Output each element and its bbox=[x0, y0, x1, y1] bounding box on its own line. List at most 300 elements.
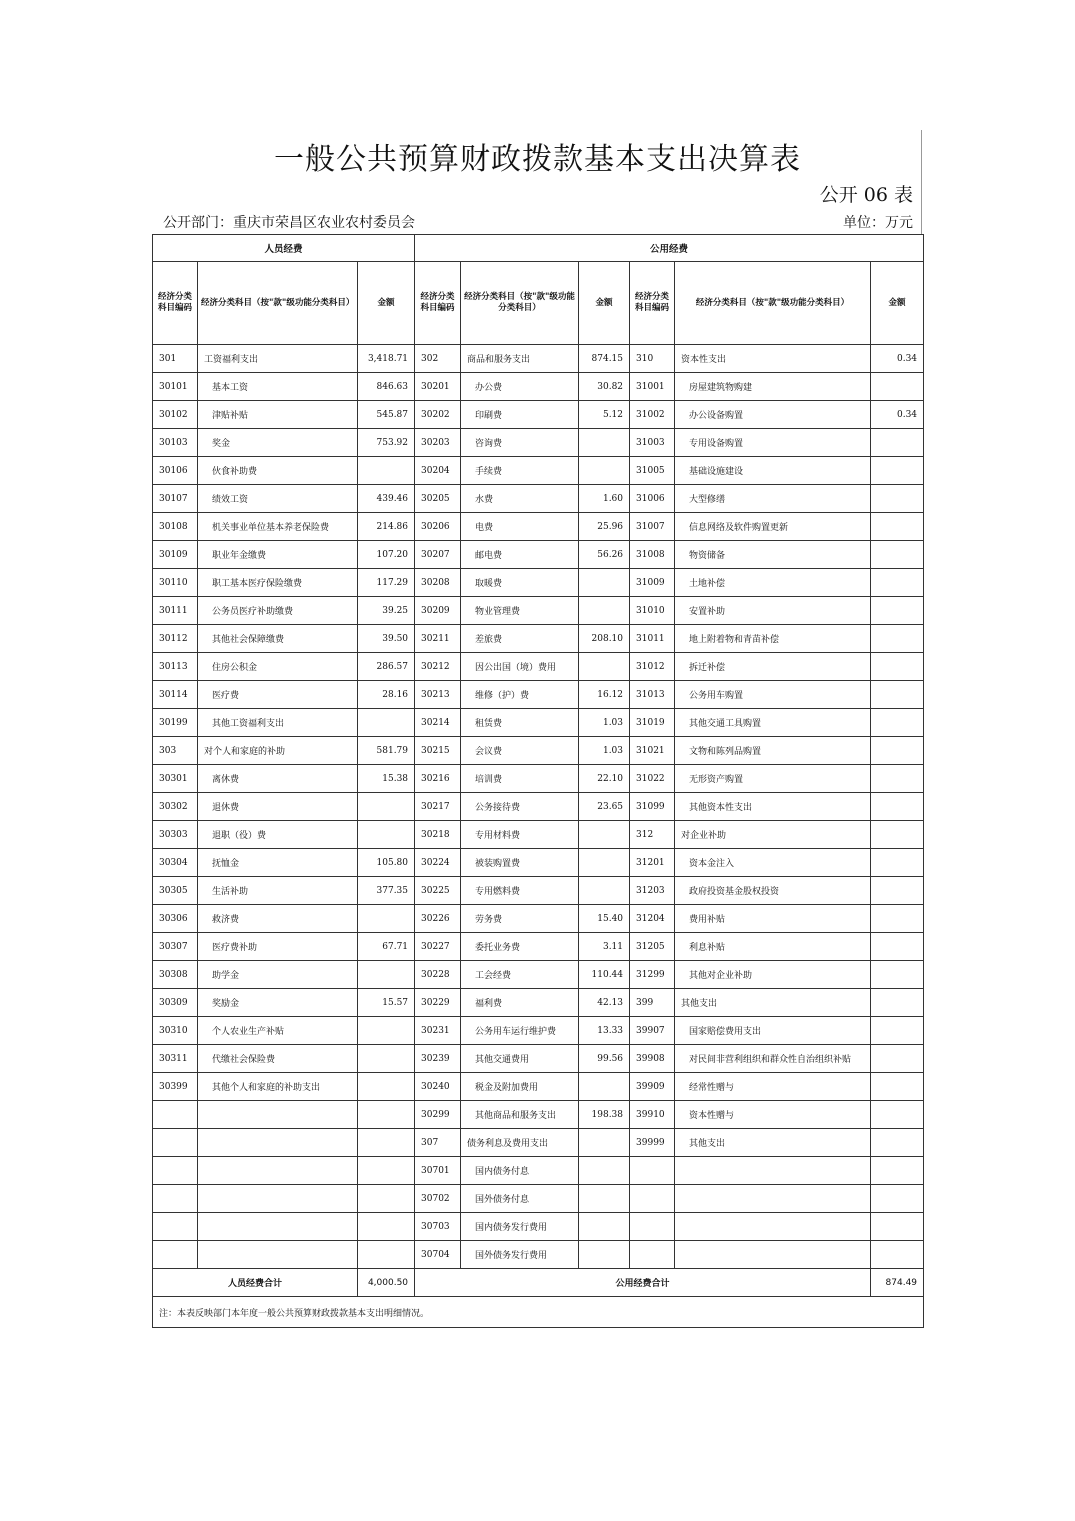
cell-subject-3 bbox=[675, 1157, 871, 1185]
cell-amount-3 bbox=[871, 653, 924, 681]
cell-code-2: 30226 bbox=[415, 905, 461, 933]
cell-code-1: 303 bbox=[153, 737, 198, 765]
cell-subject-3: 信息网络及软件购置更新 bbox=[675, 513, 871, 541]
cell-amount-2: 874.15 bbox=[579, 345, 630, 373]
cell-amount-3 bbox=[871, 1045, 924, 1073]
cell-amount-1 bbox=[358, 1045, 415, 1073]
expenditure-table bbox=[152, 234, 924, 1328]
cell-code-3: 39999 bbox=[630, 1129, 675, 1157]
cell-subject-1: 津贴补贴 bbox=[198, 401, 358, 429]
cell-subject-3: 资本性赠与 bbox=[675, 1101, 871, 1129]
cell-amount-3: 0.34 bbox=[871, 345, 924, 373]
cell-subject-1: 离休费 bbox=[198, 765, 358, 793]
cell-amount-1 bbox=[358, 1185, 415, 1213]
cell-subject-3: 无形资产购置 bbox=[675, 765, 871, 793]
cell-subject-2: 专用材料费 bbox=[461, 821, 579, 849]
cell-code-3: 312 bbox=[630, 821, 675, 849]
cell-code-1 bbox=[153, 1185, 198, 1213]
cell-amount-3 bbox=[871, 1101, 924, 1129]
cell-code-2: 30704 bbox=[415, 1241, 461, 1269]
table-row bbox=[153, 933, 924, 961]
cell-amount-3 bbox=[871, 877, 924, 905]
table-note: 注：本表反映部门本年度一般公共预算财政拨款基本支出明细情况。 bbox=[153, 1297, 924, 1328]
cell-code-2: 307 bbox=[415, 1129, 461, 1157]
cell-code-1: 30102 bbox=[153, 401, 198, 429]
cell-subject-2: 租赁费 bbox=[461, 709, 579, 737]
cell-subject-3 bbox=[675, 1213, 871, 1241]
cell-subject-1: 医疗费 bbox=[198, 681, 358, 709]
cell-code-2: 30240 bbox=[415, 1073, 461, 1101]
cell-subject-3: 对企业补助 bbox=[675, 821, 871, 849]
cell-amount-1: 28.16 bbox=[358, 681, 415, 709]
cell-subject-2: 电费 bbox=[461, 513, 579, 541]
note-row bbox=[153, 1297, 924, 1328]
col-code-3: 经济分类科目编码 bbox=[630, 262, 675, 345]
page-title: 一般公共预算财政拨款基本支出决算表 bbox=[274, 142, 801, 177]
cell-subject-2: 取暖费 bbox=[461, 569, 579, 597]
cell-code-1: 30311 bbox=[153, 1045, 198, 1073]
cell-code-1: 30310 bbox=[153, 1017, 198, 1045]
cell-code-1 bbox=[153, 1157, 198, 1185]
cell-subject-3: 房屋建筑物购建 bbox=[675, 373, 871, 401]
cell-amount-2 bbox=[579, 429, 630, 457]
col-subject-3: 经济分类科目（按"款"级功能分类科目） bbox=[675, 262, 871, 345]
cell-subject-2: 福利费 bbox=[461, 989, 579, 1017]
cell-subject-2: 因公出国（境）费用 bbox=[461, 653, 579, 681]
cell-subject-3: 其他对企业补助 bbox=[675, 961, 871, 989]
cell-code-2: 302 bbox=[415, 345, 461, 373]
cell-code-2: 30225 bbox=[415, 877, 461, 905]
cell-subject-2: 其他交通费用 bbox=[461, 1045, 579, 1073]
cell-subject-1: 伙食补助费 bbox=[198, 457, 358, 485]
cell-subject-1: 抚恤金 bbox=[198, 849, 358, 877]
cell-code-1: 30306 bbox=[153, 905, 198, 933]
cell-code-3: 39909 bbox=[630, 1073, 675, 1101]
cell-subject-3: 利息补贴 bbox=[675, 933, 871, 961]
cell-amount-1: 67.71 bbox=[358, 933, 415, 961]
cell-code-3: 39908 bbox=[630, 1045, 675, 1073]
cell-amount-2: 1.03 bbox=[579, 737, 630, 765]
cell-amount-2: 23.65 bbox=[579, 793, 630, 821]
cell-amount-2 bbox=[579, 1157, 630, 1185]
cell-amount-1 bbox=[358, 1213, 415, 1241]
table-row bbox=[153, 989, 924, 1017]
cell-code-2: 30218 bbox=[415, 821, 461, 849]
cell-amount-1: 15.57 bbox=[358, 989, 415, 1017]
cell-code-2: 30208 bbox=[415, 569, 461, 597]
cell-code-1: 30106 bbox=[153, 457, 198, 485]
col-subject-1: 经济分类科目（按"款"级功能分类科目） bbox=[198, 262, 358, 345]
cell-subject-1: 绩效工资 bbox=[198, 485, 358, 513]
section-personnel: 人员经费 bbox=[153, 235, 415, 262]
cell-subject-3: 其他资本性支出 bbox=[675, 793, 871, 821]
cell-subject-2: 公务用车运行维护费 bbox=[461, 1017, 579, 1045]
table-row bbox=[153, 1213, 924, 1241]
cell-code-1: 301 bbox=[153, 345, 198, 373]
cell-amount-2: 208.10 bbox=[579, 625, 630, 653]
cell-subject-1: 住房公积金 bbox=[198, 653, 358, 681]
cell-subject-2: 税金及附加费用 bbox=[461, 1073, 579, 1101]
cell-subject-1 bbox=[198, 1101, 358, 1129]
cell-subject-2: 办公费 bbox=[461, 373, 579, 401]
table-row bbox=[153, 401, 924, 429]
cell-code-2: 30214 bbox=[415, 709, 461, 737]
cell-code-1: 30114 bbox=[153, 681, 198, 709]
cell-amount-2 bbox=[579, 821, 630, 849]
cell-amount-1: 439.46 bbox=[358, 485, 415, 513]
cell-amount-3 bbox=[871, 681, 924, 709]
cell-amount-2: 99.56 bbox=[579, 1045, 630, 1073]
cell-subject-2: 维修（护）费 bbox=[461, 681, 579, 709]
cell-subject-2: 咨询费 bbox=[461, 429, 579, 457]
cell-code-2: 30239 bbox=[415, 1045, 461, 1073]
cell-code-3: 31203 bbox=[630, 877, 675, 905]
cell-amount-1 bbox=[358, 1017, 415, 1045]
cell-amount-3 bbox=[871, 513, 924, 541]
cell-amount-1 bbox=[358, 457, 415, 485]
cell-subject-1: 退职（役）费 bbox=[198, 821, 358, 849]
cell-amount-1: 846.63 bbox=[358, 373, 415, 401]
cell-subject-2: 专用燃料费 bbox=[461, 877, 579, 905]
cell-subject-2: 差旅费 bbox=[461, 625, 579, 653]
cell-code-2: 30211 bbox=[415, 625, 461, 653]
cell-amount-2: 42.13 bbox=[579, 989, 630, 1017]
col-code-2: 经济分类科目编码 bbox=[415, 262, 461, 345]
table-row bbox=[153, 849, 924, 877]
cell-subject-3: 政府投资基金股权投资 bbox=[675, 877, 871, 905]
cell-code-3: 31006 bbox=[630, 485, 675, 513]
cell-code-2: 30224 bbox=[415, 849, 461, 877]
cell-amount-3 bbox=[871, 1213, 924, 1241]
table-row bbox=[153, 569, 924, 597]
cell-code-2: 30299 bbox=[415, 1101, 461, 1129]
cell-amount-3 bbox=[871, 429, 924, 457]
cell-subject-2: 培训费 bbox=[461, 765, 579, 793]
table-row bbox=[153, 513, 924, 541]
cell-code-3: 31010 bbox=[630, 597, 675, 625]
cell-code-2: 30206 bbox=[415, 513, 461, 541]
cell-subject-2: 债务利息及费用支出 bbox=[461, 1129, 579, 1157]
cell-amount-2 bbox=[579, 1073, 630, 1101]
cell-subject-2: 国内债务发行费用 bbox=[461, 1213, 579, 1241]
table-row bbox=[153, 485, 924, 513]
cell-subject-2: 国外债务发行费用 bbox=[461, 1241, 579, 1269]
cell-amount-2: 3.11 bbox=[579, 933, 630, 961]
cell-amount-3 bbox=[871, 1017, 924, 1045]
cell-code-3: 31012 bbox=[630, 653, 675, 681]
cell-amount-2: 15.40 bbox=[579, 905, 630, 933]
cell-amount-1: 15.38 bbox=[358, 765, 415, 793]
public-total-value: 874.49 bbox=[871, 1269, 924, 1297]
unit-label: 单位：万元 bbox=[843, 215, 913, 231]
cell-subject-1 bbox=[198, 1129, 358, 1157]
cell-amount-1: 107.20 bbox=[358, 541, 415, 569]
cell-amount-3 bbox=[871, 961, 924, 989]
cell-subject-1: 对个人和家庭的补助 bbox=[198, 737, 358, 765]
table-row bbox=[153, 737, 924, 765]
table-row bbox=[153, 1157, 924, 1185]
cell-subject-1: 职业年金缴费 bbox=[198, 541, 358, 569]
cell-subject-2: 商品和服务支出 bbox=[461, 345, 579, 373]
cell-subject-1: 奖励金 bbox=[198, 989, 358, 1017]
public-total-label: 公用经费合计 bbox=[415, 1269, 871, 1297]
cell-code-3: 31204 bbox=[630, 905, 675, 933]
cell-subject-3: 大型修缮 bbox=[675, 485, 871, 513]
cell-code-2: 30213 bbox=[415, 681, 461, 709]
cell-amount-3 bbox=[871, 905, 924, 933]
cell-subject-2: 其他商品和服务支出 bbox=[461, 1101, 579, 1129]
cell-amount-2: 1.60 bbox=[579, 485, 630, 513]
col-amount-2: 金额 bbox=[579, 262, 630, 345]
personnel-total-label: 人员经费合计 bbox=[153, 1269, 358, 1297]
department-label: 公开部门：重庆市荣昌区农业农村委员会 bbox=[163, 215, 415, 231]
cell-amount-1: 286.57 bbox=[358, 653, 415, 681]
table-row bbox=[153, 1241, 924, 1269]
cell-amount-3 bbox=[871, 1185, 924, 1213]
cell-subject-3: 其他支出 bbox=[675, 1129, 871, 1157]
cell-subject-1: 职工基本医疗保险缴费 bbox=[198, 569, 358, 597]
cell-amount-1: 545.87 bbox=[358, 401, 415, 429]
cell-subject-3: 拆迁补偿 bbox=[675, 653, 871, 681]
cell-subject-1: 代缴社会保险费 bbox=[198, 1045, 358, 1073]
cell-subject-3: 专用设备购置 bbox=[675, 429, 871, 457]
cell-amount-2 bbox=[579, 653, 630, 681]
cell-code-2: 30229 bbox=[415, 989, 461, 1017]
cell-subject-1: 其他社会保障缴费 bbox=[198, 625, 358, 653]
cell-code-1 bbox=[153, 1101, 198, 1129]
cell-code-3: 31019 bbox=[630, 709, 675, 737]
cell-subject-3: 物资储备 bbox=[675, 541, 871, 569]
cell-amount-3 bbox=[871, 849, 924, 877]
cell-amount-1: 39.50 bbox=[358, 625, 415, 653]
cell-amount-2 bbox=[579, 1241, 630, 1269]
cell-code-1: 30113 bbox=[153, 653, 198, 681]
cell-amount-2 bbox=[579, 849, 630, 877]
cell-subject-2: 工会经费 bbox=[461, 961, 579, 989]
cell-code-2: 30216 bbox=[415, 765, 461, 793]
cell-amount-2: 13.33 bbox=[579, 1017, 630, 1045]
cell-amount-3 bbox=[871, 933, 924, 961]
cell-code-3 bbox=[630, 1185, 675, 1213]
cell-amount-1: 39.25 bbox=[358, 597, 415, 625]
cell-amount-3 bbox=[871, 597, 924, 625]
cell-subject-3: 资本金注入 bbox=[675, 849, 871, 877]
cell-amount-3 bbox=[871, 821, 924, 849]
cell-amount-1 bbox=[358, 793, 415, 821]
cell-amount-1: 753.92 bbox=[358, 429, 415, 457]
cell-code-1: 30110 bbox=[153, 569, 198, 597]
cell-code-3 bbox=[630, 1157, 675, 1185]
cell-code-1: 30307 bbox=[153, 933, 198, 961]
cell-subject-2: 会议费 bbox=[461, 737, 579, 765]
cell-amount-1: 377.35 bbox=[358, 877, 415, 905]
table-row bbox=[153, 373, 924, 401]
cell-code-2: 30201 bbox=[415, 373, 461, 401]
cell-amount-2: 5.12 bbox=[579, 401, 630, 429]
cell-amount-2: 198.38 bbox=[579, 1101, 630, 1129]
cell-subject-3: 安置补助 bbox=[675, 597, 871, 625]
cell-code-2: 30702 bbox=[415, 1185, 461, 1213]
personnel-total-value: 4,000.50 bbox=[358, 1269, 415, 1297]
cell-code-1: 30101 bbox=[153, 373, 198, 401]
cell-subject-3: 经常性赠与 bbox=[675, 1073, 871, 1101]
cell-code-3: 31011 bbox=[630, 625, 675, 653]
cell-subject-1: 机关事业单位基本养老保险费 bbox=[198, 513, 358, 541]
cell-amount-2: 110.44 bbox=[579, 961, 630, 989]
cell-subject-3: 地上附着物和青苗补偿 bbox=[675, 625, 871, 653]
cell-code-1: 30109 bbox=[153, 541, 198, 569]
cell-subject-1: 救济费 bbox=[198, 905, 358, 933]
cell-amount-1 bbox=[358, 1073, 415, 1101]
cell-code-1: 30309 bbox=[153, 989, 198, 1017]
cell-code-3: 31008 bbox=[630, 541, 675, 569]
cell-code-2: 30204 bbox=[415, 457, 461, 485]
cell-code-1: 30302 bbox=[153, 793, 198, 821]
cell-amount-1 bbox=[358, 905, 415, 933]
cell-code-3: 31021 bbox=[630, 737, 675, 765]
cell-amount-3 bbox=[871, 1073, 924, 1101]
page-edge-line bbox=[921, 130, 922, 234]
cell-amount-1: 3,418.71 bbox=[358, 345, 415, 373]
cell-code-1 bbox=[153, 1213, 198, 1241]
cell-amount-2 bbox=[579, 597, 630, 625]
table-row bbox=[153, 653, 924, 681]
table-row bbox=[153, 541, 924, 569]
table-row bbox=[153, 877, 924, 905]
table-row bbox=[153, 765, 924, 793]
cell-subject-3: 其他交通工具购置 bbox=[675, 709, 871, 737]
table-row bbox=[153, 961, 924, 989]
cell-code-1 bbox=[153, 1129, 198, 1157]
cell-code-2: 30212 bbox=[415, 653, 461, 681]
cell-subject-2: 公务接待费 bbox=[461, 793, 579, 821]
cell-amount-2 bbox=[579, 569, 630, 597]
cell-subject-1: 助学金 bbox=[198, 961, 358, 989]
table-row bbox=[153, 821, 924, 849]
cell-code-1: 30112 bbox=[153, 625, 198, 653]
cell-amount-2: 30.82 bbox=[579, 373, 630, 401]
cell-code-2: 30203 bbox=[415, 429, 461, 457]
cell-code-2: 30215 bbox=[415, 737, 461, 765]
cell-code-3 bbox=[630, 1213, 675, 1241]
cell-code-1: 30399 bbox=[153, 1073, 198, 1101]
cell-amount-2: 1.03 bbox=[579, 709, 630, 737]
cell-amount-1 bbox=[358, 709, 415, 737]
cell-subject-1: 医疗费补助 bbox=[198, 933, 358, 961]
table-row bbox=[153, 1129, 924, 1157]
cell-subject-3: 资本性支出 bbox=[675, 345, 871, 373]
cell-amount-3 bbox=[871, 457, 924, 485]
cell-amount-1: 105.80 bbox=[358, 849, 415, 877]
cell-subject-1: 其他工资福利支出 bbox=[198, 709, 358, 737]
cell-amount-3 bbox=[871, 793, 924, 821]
cell-subject-3: 费用补贴 bbox=[675, 905, 871, 933]
column-header-row bbox=[153, 262, 924, 345]
cell-amount-2: 22.10 bbox=[579, 765, 630, 793]
cell-code-2: 30205 bbox=[415, 485, 461, 513]
cell-code-3: 31205 bbox=[630, 933, 675, 961]
cell-amount-3: 0.34 bbox=[871, 401, 924, 429]
cell-amount-2 bbox=[579, 1129, 630, 1157]
cell-subject-1: 个人农业生产补贴 bbox=[198, 1017, 358, 1045]
table-row bbox=[153, 597, 924, 625]
table-row bbox=[153, 625, 924, 653]
cell-amount-3 bbox=[871, 765, 924, 793]
cell-subject-1: 生活补助 bbox=[198, 877, 358, 905]
table-row bbox=[153, 345, 924, 373]
col-amount-3: 金额 bbox=[871, 262, 924, 345]
cell-code-3: 39907 bbox=[630, 1017, 675, 1045]
cell-code-3: 310 bbox=[630, 345, 675, 373]
cell-subject-3 bbox=[675, 1241, 871, 1269]
cell-amount-2: 16.12 bbox=[579, 681, 630, 709]
cell-amount-3 bbox=[871, 1241, 924, 1269]
table-row bbox=[153, 1185, 924, 1213]
cell-code-2: 30217 bbox=[415, 793, 461, 821]
cell-subject-2: 国内债务付息 bbox=[461, 1157, 579, 1185]
table-row bbox=[153, 1101, 924, 1129]
cell-code-3: 31099 bbox=[630, 793, 675, 821]
form-number: 公开 06 表 bbox=[819, 184, 913, 206]
cell-amount-3 bbox=[871, 1129, 924, 1157]
cell-code-1: 30108 bbox=[153, 513, 198, 541]
cell-subject-2: 国外债务付息 bbox=[461, 1185, 579, 1213]
cell-code-2: 30227 bbox=[415, 933, 461, 961]
cell-code-1: 30304 bbox=[153, 849, 198, 877]
cell-code-2: 30207 bbox=[415, 541, 461, 569]
cell-code-2: 30231 bbox=[415, 1017, 461, 1045]
cell-amount-1 bbox=[358, 961, 415, 989]
cell-subject-3: 办公设备购置 bbox=[675, 401, 871, 429]
cell-amount-1: 581.79 bbox=[358, 737, 415, 765]
cell-subject-1: 基本工资 bbox=[198, 373, 358, 401]
cell-code-3: 31005 bbox=[630, 457, 675, 485]
cell-amount-3 bbox=[871, 709, 924, 737]
cell-amount-1 bbox=[358, 1241, 415, 1269]
cell-subject-1: 其他个人和家庭的补助支出 bbox=[198, 1073, 358, 1101]
cell-subject-2: 水费 bbox=[461, 485, 579, 513]
cell-subject-3: 文物和陈列品购置 bbox=[675, 737, 871, 765]
cell-subject-1: 退休费 bbox=[198, 793, 358, 821]
cell-amount-3 bbox=[871, 989, 924, 1017]
cell-amount-3 bbox=[871, 1157, 924, 1185]
cell-amount-1 bbox=[358, 1101, 415, 1129]
cell-amount-2 bbox=[579, 1185, 630, 1213]
cell-code-3: 31001 bbox=[630, 373, 675, 401]
cell-amount-3 bbox=[871, 569, 924, 597]
section-header-row bbox=[153, 235, 924, 262]
cell-amount-1 bbox=[358, 821, 415, 849]
cell-amount-3 bbox=[871, 541, 924, 569]
cell-code-2: 30202 bbox=[415, 401, 461, 429]
cell-amount-1: 117.29 bbox=[358, 569, 415, 597]
cell-subject-3: 公务用车购置 bbox=[675, 681, 871, 709]
cell-code-3 bbox=[630, 1241, 675, 1269]
cell-code-3: 31007 bbox=[630, 513, 675, 541]
cell-subject-2: 印刷费 bbox=[461, 401, 579, 429]
cell-amount-2: 56.26 bbox=[579, 541, 630, 569]
table-row bbox=[153, 681, 924, 709]
cell-amount-2 bbox=[579, 457, 630, 485]
cell-code-3: 31013 bbox=[630, 681, 675, 709]
cell-code-3: 31009 bbox=[630, 569, 675, 597]
cell-amount-3 bbox=[871, 625, 924, 653]
cell-code-2: 30703 bbox=[415, 1213, 461, 1241]
cell-subject-3 bbox=[675, 1185, 871, 1213]
cell-subject-3: 国家赔偿费用支出 bbox=[675, 1017, 871, 1045]
col-amount-1: 金额 bbox=[358, 262, 415, 345]
cell-subject-2: 委托业务费 bbox=[461, 933, 579, 961]
